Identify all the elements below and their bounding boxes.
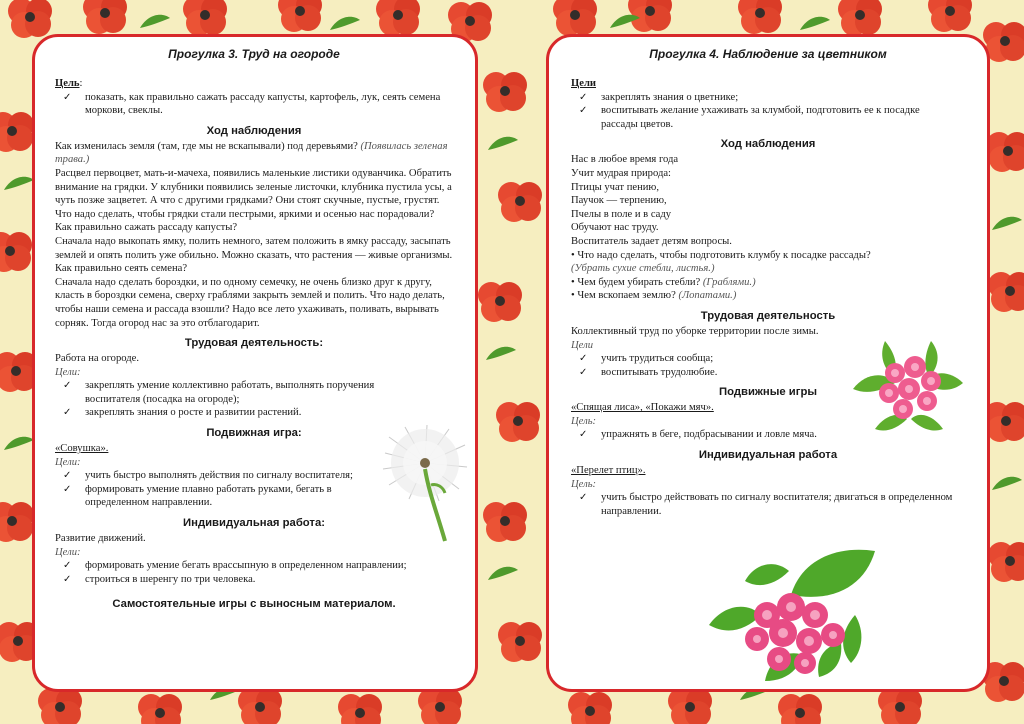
list-item: ✓ формировать умение бегать врассыпную в определенном направлении;: [63, 560, 407, 572]
game-goals-label: Цели:: [55, 456, 81, 468]
check-icon: ✓: [579, 353, 588, 365]
check-icon: ✓: [63, 407, 72, 419]
check-icon: ✓: [63, 573, 72, 585]
list-item: ✓ учить быстро действовать по сигналу воспитателя; двигаться в определенном направлении.: [579, 492, 953, 517]
list-item: ✓ формировать умение плавно работать руками, бегать в определенном направлении.: [63, 483, 332, 509]
check-icon: ✓: [579, 429, 588, 441]
check-icon: ✓: [579, 91, 588, 103]
list-item: ✓ строиться в шеренгу по три человека.: [63, 573, 256, 585]
game-name: «Совушка».: [55, 443, 109, 455]
games-text: «Спящая лиса», «Покажи мяч».: [571, 402, 714, 414]
dandelion-icon: [379, 423, 471, 543]
check-icon: ✓: [579, 105, 588, 117]
check-icon: ✓: [63, 483, 72, 495]
observation-heading: Ход наблюдения: [720, 138, 816, 151]
labor-text: Работа на огороде.: [55, 353, 139, 365]
observation-heading: Ход наблюдения: [206, 124, 302, 137]
question-2: • Чем будем убирать стебли? (Граблями.): [571, 276, 756, 288]
individual-goals-label: Цели:: [55, 546, 81, 558]
teacher-line: Воспитатель задает детям вопросы.: [571, 235, 732, 247]
right-card: [546, 34, 990, 692]
individual-heading: Индивидуальная работа:: [183, 517, 325, 530]
list-item: ✓ закреплять знания о росте и развитии растений.: [63, 407, 302, 419]
check-icon: ✓: [579, 492, 588, 504]
check-icon: ✓: [63, 91, 72, 103]
left-card-title: Прогулка 3. Труд на огороде: [168, 47, 340, 61]
footer-heading: Самостоятельные игры с выносным материалом.: [112, 598, 396, 611]
question-3: • Чем вскопаем землю? (Лопатами.): [571, 290, 737, 302]
labor-goals-label: Цели: [571, 339, 594, 351]
individual-goal-label: Цель:: [571, 478, 597, 490]
pink-flower-icon: [845, 333, 971, 439]
goal-list: [55, 91, 453, 118]
goals-label: Цели: [571, 78, 596, 89]
individual-text: Развитие движений.: [55, 533, 146, 545]
check-icon: ✓: [63, 380, 72, 392]
goal-label: Цель:: [55, 78, 83, 89]
list-item: ✓ закреплять знания о цветнике;: [579, 91, 739, 103]
list-item: ✓ учить быстро выполнять действия по сигналу воспитателя;: [63, 470, 353, 482]
labor-heading: Трудовая деятельность: [700, 309, 836, 322]
individual-goals-list: [571, 491, 965, 518]
games-heading: Подвижные игры: [718, 386, 818, 399]
check-icon: ✓: [63, 470, 72, 482]
check-icon: ✓: [579, 366, 588, 378]
labor-goals-list: [55, 379, 395, 420]
flower-bouquet-icon: [705, 541, 885, 685]
list-item: ✓ закреплять умение коллективно работать, выполнять поручения воспитателя (посадка на огороде);: [63, 380, 375, 405]
individual-text: «Перелет птиц».: [571, 465, 646, 477]
answer-1: (Убрать сухие стебли, листья.): [571, 263, 715, 275]
list-item: ✓ учить трудиться сообща;: [579, 353, 714, 365]
poem: Нас в любое время года Учит мудрая природа: Птицы учат пению, Паучок — терпению, Пчелы в поле и в саду Обучают нас труду.: [571, 154, 679, 234]
observation-text: Как изменилась земля (там, где мы не вскапывали) под деревьями? (Появилась зеленая трава.) Расцвел первоцвет, мать-и-мачеха, появились маленькие листики одуванчика. Обратить внимание на грядки. У клубники появились зеленые листочки, клубника пустила усы, а чуть позже зацветет. А что с другими грядками? Они стоят скучные, пустые, грустят. Что надо сделать, чтобы грядки стали пестрыми, яркими и осенью нас порадовали? Как правильно сажать рассаду капусты? Сначала надо выкопать ямку, полить немного, затем положить в ямку рассаду, засыпать землей и опять полить уже обильно. Можно сказать, что растения — живые организмы. Как правильно сеять семена? Сначала надо сделать бороздки, и по одному семечку, не очень близко друг к другу, класть в бороздки семена, сверху граблями закрыть землей и полить. Что надо делать, чтобы наши семена и рассада взошли? Надо все лето ухаживать, поливать, вырывать сорняк. Тогда огород нас за это отблагодарит.: [55, 140, 453, 329]
list-item: ✓ воспитывать желание ухаживать за клумбой, подготовить ее к посадке рассады цветов.: [579, 105, 920, 130]
labor-text: Коллективный труд по уборке территории после зимы.: [571, 325, 819, 337]
individual-goals-list: [55, 559, 453, 586]
check-icon: ✓: [63, 560, 72, 572]
left-card: [32, 34, 478, 692]
game-heading: Подвижная игра:: [206, 427, 302, 440]
goal-list: [571, 91, 931, 132]
question-1: • Что надо сделать, чтобы подготовить клумбу к посадке рассады?: [571, 249, 871, 261]
list-item: ✓ показать, как правильно сажать рассаду капусты, картофель, лук, сеять семена моркови, свеклы.: [63, 91, 441, 117]
right-card-title: Прогулка 4. Наблюдение за цветником: [649, 47, 887, 61]
list-item: ✓ воспитывать трудолюбие.: [579, 366, 718, 378]
games-goal-label: Цель:: [571, 415, 597, 427]
individual-heading: Индивидуальная работа: [698, 449, 838, 462]
labor-goals-label: Цели:: [55, 366, 81, 378]
labor-heading: Трудовая деятельность:: [184, 337, 324, 350]
list-item: ✓ упражнять в беге, подбрасывании и ловле мяча.: [579, 429, 817, 441]
game-goals-list: [55, 469, 395, 510]
